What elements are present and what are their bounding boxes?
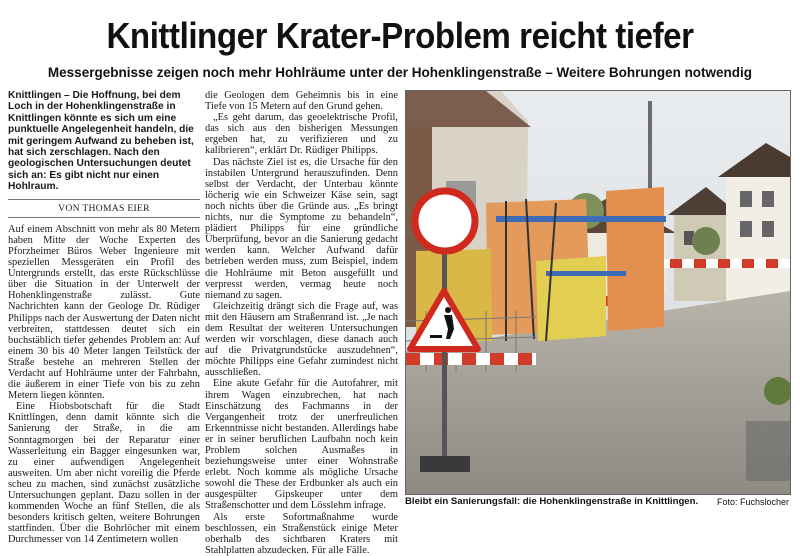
subheadline: Messergebnisse zeigen noch mehr Hohlräume unter der Hohenklingenstraße – Weitere Bohrungen notwendig: [47, 65, 753, 80]
byline: VON THOMAS EIER: [8, 199, 200, 218]
body-paragraph: Eine akute Gefahr für die Autofahrer, mit ihrem Wagen einzubrechen, hat nach Einschätzung des Fachmanns in der Vergangenheit trotz der unerfreulichen Erkenntnisse nicht bestanden. Allerdings habe er in seiner beruflichen Laufbahn noch kein Problem solchen Ausmaßes in beziehungsweise unter einer Wohnstraße erlebt. Noch komme als mögliche Ursache sowohl die These der Erdbunker als auch ein ausgespülter Gipskeuper unter dem Straßenschotter und dem Lösslehm infrage.: [205, 378, 398, 512]
article-column-1: [8, 90, 200, 545]
body-paragraph: „Es geht darum, das geoelektrische Profil, das sich aus den bisherigen Messungen ergeben hat, zu verifizieren und zu kalibrieren“, erklärt Dr. Rüdiger Philipps.: [205, 112, 398, 157]
body-paragraph: Eine Hiobsbotschaft für die Stadt Knittlingen, denn damit könnte sich die Sanierung der Straße, in die am Sonntagmorgen bei der Reparatur einer Wasserleitung ein Bagger eingesunken war, zu einer aufwendigen Angelegenheit ausweiten. Um aber nicht voreilig die Pferde scheu zu machen, sind zunächst zusätzliche Untersuchungen geplant. Dazu sollen in der kommenden Woche an fünf Stellen, die als besonders kritisch gelten, weitere Bohrungen stattfinden. Über die Bohrlöcher mit einem Durchmesser von 14 Zentimetern wollen: [8, 401, 200, 546]
body-paragraph: Als erste Sofortmaßnahme wurde beschlossen, ein Straßenstück einige Meter oberhalb des sichtbaren Kraters mit Stahlplatten abzudecken. Für alle Fälle.: [205, 511, 398, 556]
body-paragraph: Das nächste Ziel ist es, die Ursache für den instabilen Untergrund herauszufinden. Denn selbst der Verdacht, der Unterbau könnte löcherig wie ein Schweizer Käse sein, sagt noch nichts über die Gründe aus. „Es bringt nichts, nur die Symptome zu behandeln“, plädiert Philipps für eine gründliche Überprüfung, bevor an die Sanierung gedacht werden kann. Welcher Aufwand dafür betrieben werden muss, zum Beispiel, indem die Hohlräume mit Beton ausgefüllt und verpresst werden, vermag heute noch niemand zu sagen.: [205, 156, 398, 301]
photo-caption-row: [405, 495, 789, 509]
headline: Knittlinger Krater-Problem reicht tiefer: [106, 15, 694, 56]
photo-caption: Bleibt ein Sanierungsfall: die Hohenklingenstraße in Knittlingen.: [405, 496, 699, 507]
body-paragraph: Gleichzeitig drängt sich die Frage auf, was mit den Häusern am Straßenrand ist. „Je nach dem Resultat der weiteren Untersuchungen werden wir vorschlagen, diese danach auch auf die Privatgrundstücke auszudehnen“, möchte Philipps eine Gefahr zumindest nicht ausschließen.: [205, 300, 398, 379]
street-construction-photo: [405, 90, 791, 495]
photo-credit: Foto: Fuchslocher: [716, 497, 789, 507]
article-column-2: [205, 90, 398, 556]
lead-paragraph: Knittlingen – Die Hoffnung, bei dem Loch in der Hohenklingenstraße in Knittlingen könnte es sich um eine punktuelle Angelegenheit handeln, die mit geringem Aufwand zu beheben ist, hat sich zerschlagen. Nach den geologischen Untersuchungen deutet sich an: Es gibt nicht nur einen Hohlraum.: [8, 90, 194, 193]
body-paragraph: Auf einem Abschnitt von mehr als 80 Metern haben Mitte der Woche Experten des Pforzheimer Büros Weber Ingenieure mit speziellen Messgeräten ein Profil des Untergrunds erstellt, das erste Rückschlüsse über die Situation in der Unterwelt der Hohenklingenstraße zulässt. Gute Nachrichten kann der Geologe Dr. Rüdiger Philipps nach der Auswertung der Daten nicht verbreiten, stattdessen deutet sich ein buchstäblich tiefer gehendes Problem an: Auf einem 30 bis 40 Meter langen Teilstück der Straße bestehe an mehreren Stellen der Verdacht auf Hohlräume unter der Fahrbahn, die äußerem in einer Tiefe von bis zu zehn Metern liegen könnten.: [8, 223, 200, 402]
body-paragraph: die Geologen dem Geheimnis bis in eine Tiefe von 15 Metern auf den Grund gehen.: [205, 90, 398, 113]
photo-illustration: [406, 91, 790, 494]
